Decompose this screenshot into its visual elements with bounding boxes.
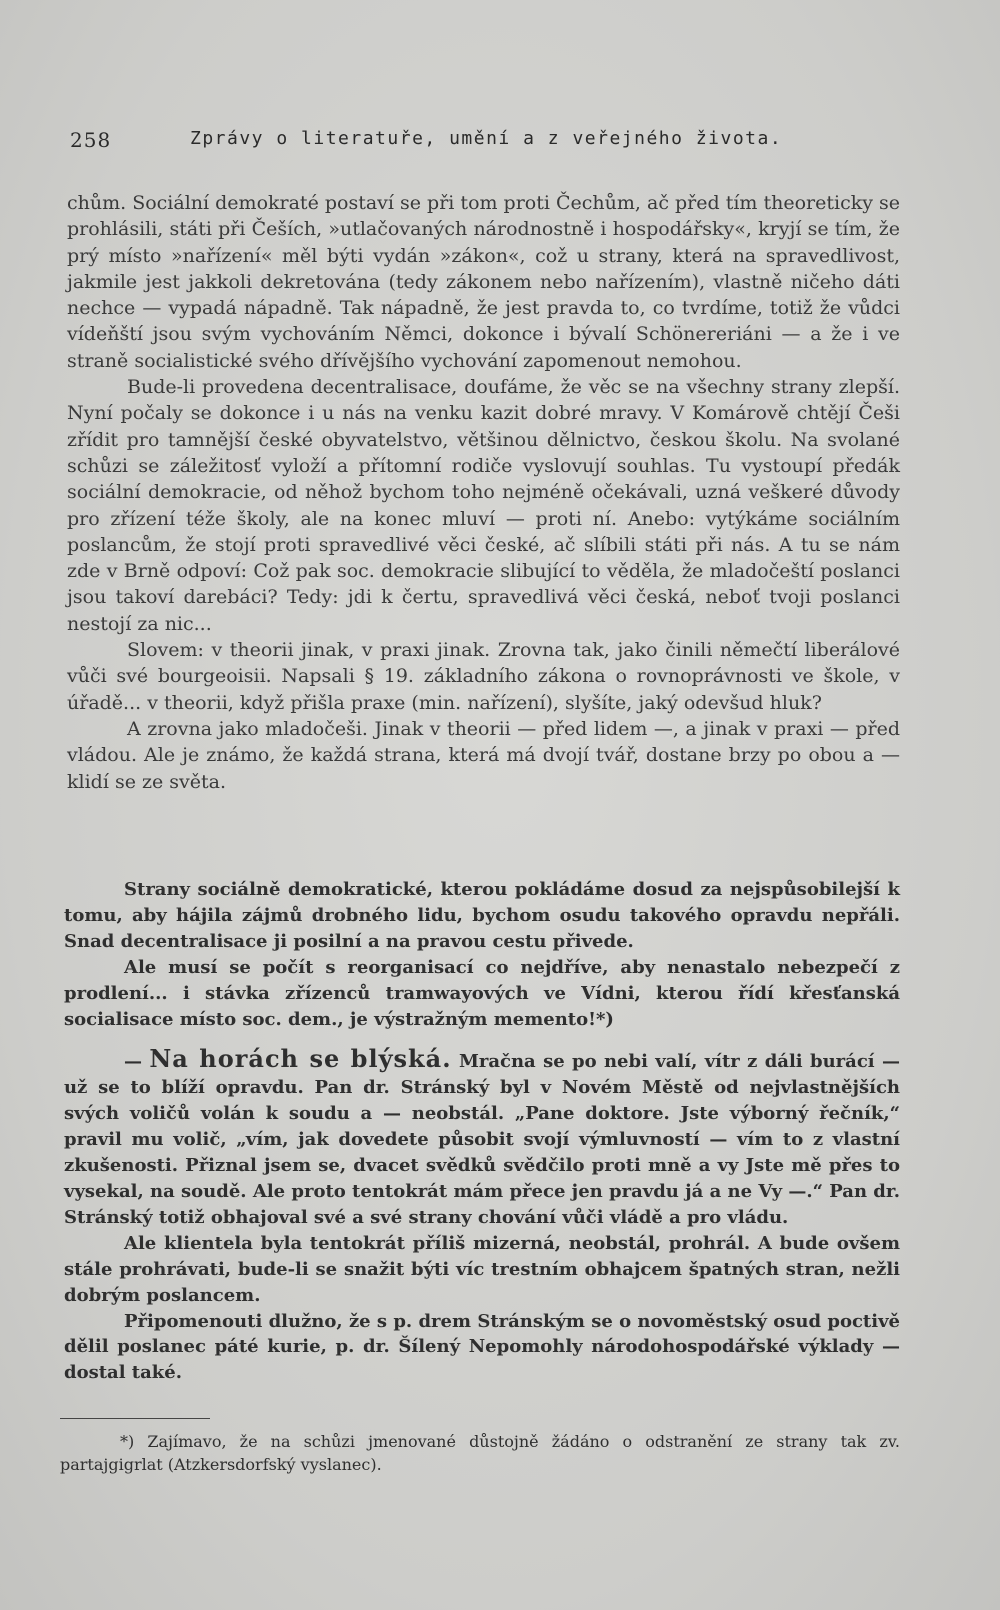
section-paragraph-1: Mračna se po nebi valí, vítr z dáli burácí — už se to blíží opravdu. Pan dr. Stránský byl v Novém Městě od nejvlastnějších svých voličů volán k soudu a — neobstál. „Pane doktore. Jste výborný řečník,“ pravil mu volič, „vím, jak dovedete působit svojí výmluvností — vím to z vlastní zkušenosti. Přiznal jsem se, dvacet svědků svědčilo proti mně a vy Jste mě přes to vysekal, na soudě. Ale proto tentokrát mám přece jen pravdu já a ne Vy —.“ Pan dr. Stránský totiž obhajoval své a své strany chování vůči vládě a pro vládu. <box>64 1051 900 1228</box>
page-number: 258 <box>70 128 112 152</box>
section-heading: Na horách se blýská. <box>149 1044 452 1074</box>
paragraph-5: Strany sociálně demokratické, kterou pokládáme dosud za nejspůsobilejší k tomu, aby hájila zájmů drobného lidu, bychom osudu takového opravdu nepřáli. Snad decentralisace ji posilní a na pravou cestu přivede. <box>64 879 900 952</box>
footnote-divider <box>60 1418 210 1419</box>
section-paragraph-3: Připomenouti dlužno, že s p. drem Stránským se o novoměstský osud poctivě dělil poslanec páté kurie, p. dr. Šílený Nepomohly národohospodářské výklady — dostal také. <box>64 1310 900 1384</box>
section-dash: — <box>124 1051 142 1073</box>
section-first-paragraph <box>64 1046 900 1230</box>
main-text-block <box>67 190 900 795</box>
bold-text-block <box>64 877 900 1386</box>
paragraph-1: chům. Sociální demokraté postaví se při tom proti Čechům, ač před tím theoreticky se prohlásili, státi při Češích, »utlačovaných národnostně i hospodářsky«, kryjí se tím, že prý místo »nařízení« měl býti vydán »zákon«, což u strany, která na spravedlivost, jakmile jest jakkoli dekretována (tedy zákonem nebo nařízením), vlastně ničeho dáti nechce — vypadá nápadně. Tak nápadně, že jest pravda to, co tvrdíme, totiž že vůdci vídeňští jsou svým vychováním Němci, dokonce i bývalí Schönereriáni — a že i ve straně socialistické svého dřívějšího vychování zapomenout nemohou. <box>67 192 900 372</box>
paragraph-6: Ale musí se počít s reorganisací co nejdříve, aby nenastalo nebezpečí z prodlení... i stávka zřízenců tramwayových ve Vídni, kterou řídí křesťanská socialisace místo soc. dem., je výstražným memento!*) <box>64 956 900 1030</box>
running-title: Zprávy o literatuře, umění a z veřejného života. <box>190 128 783 149</box>
paragraph-3: Slovem: v theorii jinak, v praxi jinak. Zrovna tak, jako činili němečtí liberálové vůči své bourgeoisii. Napsali § 19. základního zákona o rovnoprávnosti ve škole, v úřadě... v theorii, když přišla praxe (min. nařízení), slyšíte, jaký odevšud hluk? <box>67 639 900 714</box>
paragraph-2: Bude-li provedena decentralisace, doufáme, že věc se na všechny strany zlepší. Nyní počaly se dokonce i u nás na venku kazit dobré mravy. V Komárově chtějí Češi zřídit pro tamnější české obyvatelstvo, většinou dělnictvo, českou školu. Na svolané schůzi se záležitosť vyloží a přítomní rodiče vyslovují souhlas. Tu vystoupí předák sociální demokracie, od něhož bychom toho nejméně očekávali, uzná veškeré důvody pro zřízení téže školy, ale na konec mluví — proti ní. Anebo: vytýkáme sociálním poslancům, že stojí proti spravedlivé věci české, ač slíbili státi při nás. A tu se nám zde v Brně odpoví: Což pak soc. demokracie slibující to věděla, že mladočeští poslanci jsou takoví darebáci? Tedy: jdi k čertu, spravedlivá věci česká, neboť tvoji poslanci nestojí za nic... <box>67 376 900 635</box>
paragraph-4: A zrovna jako mladočeši. Jinak v theorii — před lidem —, a jinak v praxi — před vládou. Ale je známo, že každá strana, která má dvojí tvář, dostane brzy po obou a — klidí se ze světa. <box>67 717 900 793</box>
footnote <box>60 1430 900 1476</box>
section-paragraph-2: Ale klientela byla tentokrát příliš mizerná, neobstál, prohrál. A bude ovšem stále prohrávati, bude-li se snažit býti víc trestním obhajcem špatných stran, nežli dobrým poslancem. <box>64 1232 900 1306</box>
footnote-text: *) Zajímavo, že na schůzi jmenované důstojně žádáno o odstranění ze strany tak zv. partajgigrlat (Atzkersdorfský vyslanec). <box>60 1432 900 1474</box>
